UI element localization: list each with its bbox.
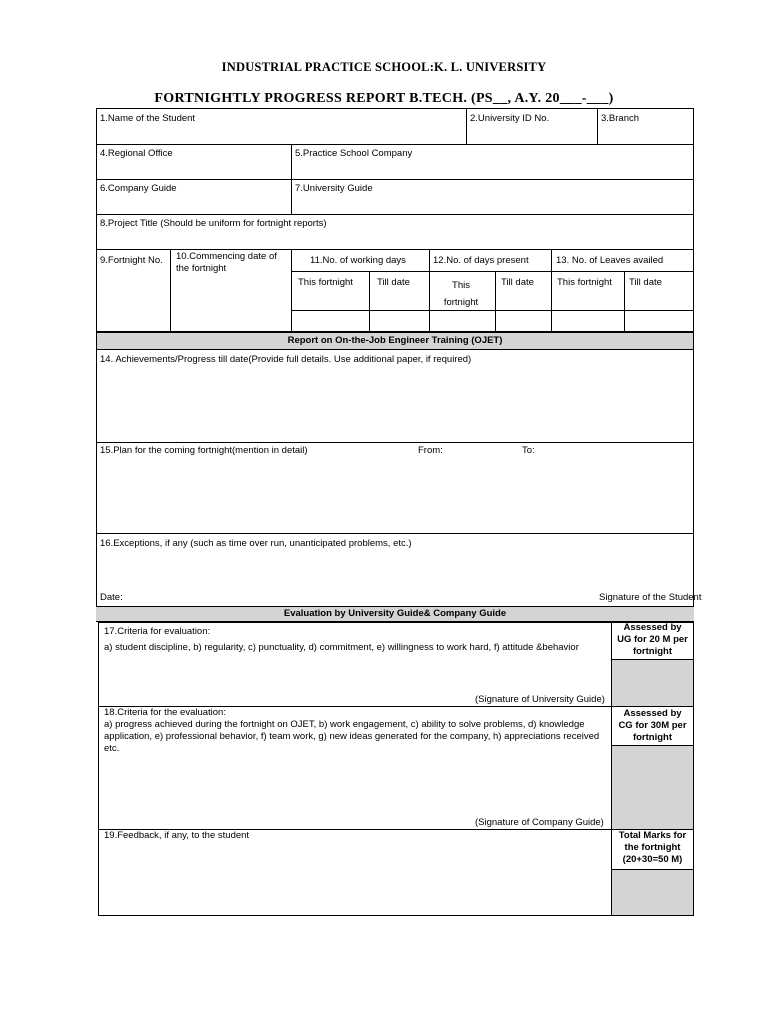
assessed-by-cg: Assessed by CG for 30M per fortnight [618,708,687,743]
working-days-till-date: Till date [377,277,410,288]
criteria-17-text: a) student discipline, b) regularity, c) punctuality, d) commitment, e) willingness to work hard, f) attitude &behavior [104,642,579,653]
field-practice-school-company[interactable]: 5.Practice School Company [295,148,413,159]
student-signature-label: Signature of the Student [599,592,702,603]
criteria-18-label: 18.Criteria for the evaluation: [104,707,226,718]
date-label[interactable]: Date: [100,592,123,603]
plan-to-label[interactable]: To: [522,445,535,456]
university-guide-signature: (Signature of University Guide) [475,694,605,705]
criteria-17-label: 17.Criteria for evaluation: [104,626,211,637]
field-project-title[interactable]: 8.Project Title (Should be uniform for fortnight reports) [100,218,327,229]
evaluation-box [98,622,694,916]
company-guide-signature: (Signature of Company Guide) [475,817,604,828]
working-days-this-fortnight: This fortnight [298,277,353,288]
field-exceptions[interactable]: 16.Exceptions, if any (such as time over run, unanticipated problems, etc.) [100,538,412,549]
field-branch[interactable]: 3.Branch [601,113,640,124]
field-days-present: 12.No. of days present [433,255,529,266]
days-present-this-fortnight: This fortnight [443,280,479,308]
plan-from-label[interactable]: From: [418,445,443,456]
field-company-guide[interactable]: 6.Company Guide [100,183,177,194]
criteria-18-line2: application, e) professional behavior, f) team work, g) new ideas generated for the company, h) appreciations received [104,731,600,742]
criteria-18-line1: a) progress achieved during the fortnight on OJET, b) work engagement, c) ability to solve problems, d) knowledge [104,719,585,730]
field-university-id[interactable]: 2.University ID No. [470,113,550,124]
ojet-heading: Report on On-the-Job Engineer Training (OJET) [287,335,503,346]
field-working-days: 11.No. of working days [310,255,406,266]
field-leaves-availed: 13. No. of Leaves availed [556,255,664,266]
field-plan-next-fortnight[interactable]: 15.Plan for the coming fortnight(mention in detail) [100,445,308,456]
field-achievements[interactable]: 14. Achievements/Progress till date(Provide full details. Use additional paper, if required) [100,354,472,365]
leaves-this-fortnight: This fortnight [557,277,612,288]
total-marks: Total Marks for the fortnight (20+30=50 M) [618,830,687,865]
ojet-box [96,332,694,607]
evaluation-heading: Evaluation by University Guide& Company Guide [283,608,507,619]
field-university-guide[interactable]: 7.University Guide [295,183,373,194]
school-title: INDUSTRIAL PRACTICE SCHOOL:K. L. UNIVERSITY [221,60,547,74]
leaves-till-date: Till date [629,277,662,288]
assessed-by-ug: Assessed by UG for 20 M per fortnight [617,622,688,657]
field-fortnight-no[interactable]: 9.Fortnight No. [100,255,163,266]
report-title: FORTNIGHTLY PROGRESS REPORT B.TECH. (PS__, A.Y. 20___-___) [154,91,614,106]
field-name-of-student[interactable]: 1.Name of the Student [100,113,196,124]
days-present-till-date: Till date [501,277,534,288]
feedback-label[interactable]: 19.Feedback, if any, to the student [104,830,250,841]
field-regional-office[interactable]: 4.Regional Office [100,148,173,159]
criteria-18-line3: etc. [104,743,120,754]
field-commencing-date[interactable]: 10.Commencing date of the fortnight [176,251,277,274]
